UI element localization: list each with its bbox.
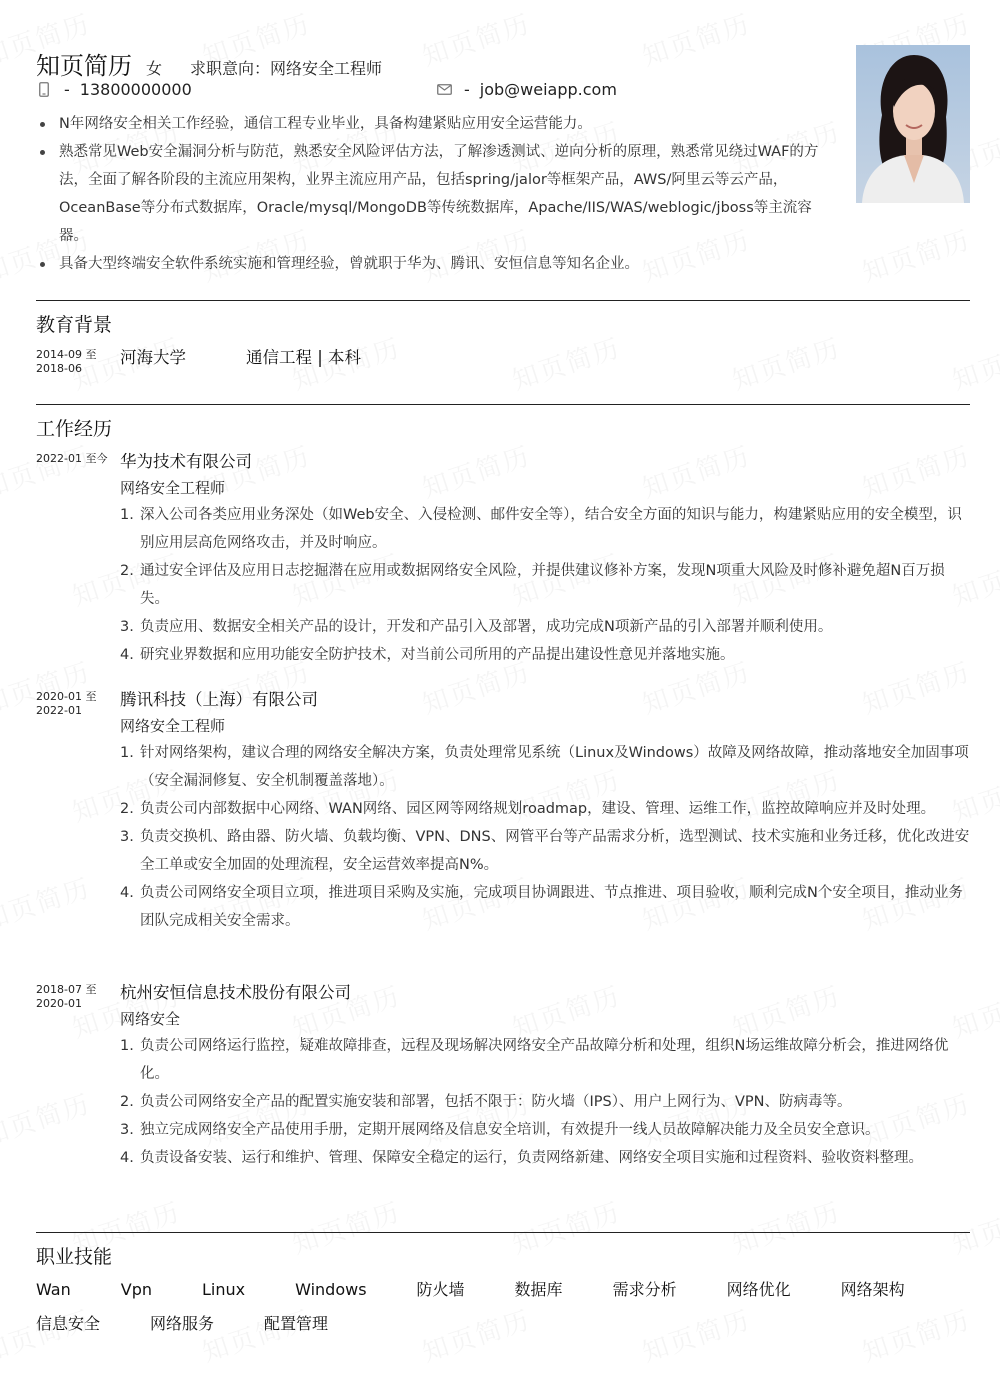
resume-header (36, 0, 970, 300)
mail-icon (436, 82, 452, 98)
work-entry-body (120, 449, 970, 687)
date-end: 2020-01 (36, 997, 82, 1010)
education-section-title: 教育背景 (36, 314, 113, 336)
job-intent: 网络安全工程师 (270, 59, 383, 78)
date-start: 2018-07 至 (36, 983, 97, 996)
education-details (120, 345, 361, 376)
work-entry (36, 449, 970, 687)
job-role: 网络安全工程师 (120, 717, 226, 735)
duty-text: 负责公司网络运行监控，疑难故障排查，远程及现场解决网络安全产品故障分析和处理，组织N场运维故障分析会，推进网络优化。 (140, 1038, 949, 1082)
company-name: 杭州安恒信息技术股份有限公司 (120, 983, 351, 1002)
duty-text: 深入公司各类应用业务深处（如Web安全、入侵检测、邮件安全等），结合安全方面的知识与能力，构建紧贴应用的安全模型，识别应用层高危网络攻击，并及时响应。 (140, 507, 962, 551)
duty-text: 负责应用、数据安全相关产品的设计，开发和产品引入及部署，成功完成N项新产品的引入部署并顺利使用。 (140, 619, 833, 635)
skill-item: 网络架构 (840, 1280, 905, 1299)
date-start: 2022-01 至今 (36, 452, 108, 465)
work-entry-body (120, 687, 970, 980)
skill-item: 网络优化 (726, 1280, 791, 1299)
duty-item: 3. 独立完成网络安全产品使用手册，定期开展网络及信息安全培训，有效提升一线人员故障解决能力及全员安全意识。 (120, 1116, 970, 1144)
work-date (36, 687, 120, 980)
summary-item: 熟悉常见Web安全漏洞分析与防范，熟悉安全风险评估方法，了解渗透测试、逆向分析的原理，熟悉常见绕过WAF的方法，全面了解各阶段的主流应用架构，业界主流应用产品，包括spring/jalor等框架产品，AWS/阿里云等云产品，OceanBase等分布式数据库，Oracle/mysql/MongoDB等传统数据库，Apache/IIS/WAS/weblogic/jboss等主流容器。 (36, 138, 836, 250)
duty-text: 研究业界数据和应用功能安全防护技术，对当前公司所用的产品提出建设性意见并落地实施。 (140, 647, 735, 663)
duty-item: 2. 通过安全评估及应用日志挖掘潜在应用或数据网络安全风险，并提供建议修补方案，发现N项重大风险及时修补避免超N百万损失。 (120, 557, 970, 613)
date-end: 2022-01 (36, 704, 82, 717)
skill-item: 信息安全 (36, 1314, 101, 1333)
phone-contact (36, 80, 436, 99)
duty-list (120, 501, 970, 669)
duty-text: 负责公司内部数据中心网络、WAN网络、园区网等网络规划roadmap，建设、管理、运维工作，监控故障响应并及时处理。 (140, 801, 936, 817)
phone-number: 13800000000 (79, 80, 192, 99)
duty-item: 4. 负责设备安装、运行和维护、管理、保障安全稳定的运行，负责网络新建、网络安全项目实施和过程资料、验收资料整理。 (120, 1144, 970, 1172)
duty-text: 负责公司网络安全项目立项，推进项目采购及实施，完成项目协调跟进、节点推进、项目验收，顺利完成N个安全项目，推动业务团队完成相关安全需求。 (140, 885, 963, 929)
duty-text: 针对网络架构，建议合理的网络安全解决方案，负责处理常见系统（Linux及Windows）故障及网络故障，推动落地安全加固事项（安全漏洞修复、安全机制覆盖落地）。 (140, 745, 969, 789)
company-name: 腾讯科技（上海）有限公司 (120, 690, 318, 709)
duty-item: 1. 负责公司网络运行监控，疑难故障排查，远程及现场解决网络安全产品故障分析和处理，组织N场运维故障分析会，推进网络优化。 (120, 1032, 970, 1088)
phone-icon (36, 82, 52, 98)
duty-item: 3. 负责交换机、路由器、防火墙、负载均衡、VPN、DNS、网管平台等产品需求分析，选型测试、技术实施和业务迁移，优化改进安全工单或安全加固的处理流程，安全运营效率提高N%。 (120, 823, 970, 879)
date-end: 2018-06 (36, 362, 82, 375)
work-entry-body (120, 980, 970, 1172)
company-name: 华为技术有限公司 (120, 452, 252, 471)
education-section (36, 300, 970, 404)
candidate-name: 知页简历 (36, 52, 132, 80)
duty-item: 1. 针对网络架构，建议合理的网络安全解决方案，负责处理常见系统（Linux及Windows）故障及网络故障，推动落地安全加固事项（安全漏洞修复、安全机制覆盖落地）。 (120, 739, 970, 795)
duty-text: 负责公司网络安全产品的配置实施安装和部署，包括不限于：防火墙（IPS）、用户上网行为、VPN、防病毒等。 (140, 1094, 852, 1110)
skills-list (36, 1279, 970, 1334)
work-section (36, 404, 970, 1232)
skills-section (36, 1232, 970, 1334)
summary-item: N年网络安全相关工作经验，通信工程专业毕业，具备构建紧贴应用安全运营能力。 (36, 110, 836, 138)
school-name: 河海大学 (120, 348, 186, 367)
duty-text: 负责交换机、路由器、防火墙、负载均衡、VPN、DNS、网管平台等产品需求分析，选型测试、技术实施和业务迁移，优化改进安全工单或安全加固的处理流程，安全运营效率提高N%。 (140, 829, 970, 873)
email-separator: - (464, 80, 470, 99)
date-start: 2014-09 至 (36, 348, 97, 361)
duty-item: 3. 负责应用、数据安全相关产品的设计，开发和产品引入及部署，成功完成N项新产品的引入部署并顺利使用。 (120, 613, 970, 641)
work-entry (36, 687, 970, 980)
education-date (36, 345, 120, 376)
job-role: 网络安全工程师 (120, 479, 226, 497)
education-entry (36, 345, 970, 376)
skill-item: 数据库 (514, 1280, 563, 1299)
skill-item: Windows (295, 1280, 367, 1299)
skill-item: Vpn (120, 1280, 152, 1299)
work-date (36, 980, 120, 1172)
email-address: job@weiapp.com (479, 80, 617, 99)
date-start: 2020-01 至 (36, 690, 97, 703)
duty-text: 独立完成网络安全产品使用手册，定期开展网络及信息安全培训，有效提升一线人员故障解决能力及全员安全意识。 (140, 1122, 880, 1138)
name-row (36, 46, 382, 81)
duty-item: 1. 深入公司各类应用业务深处（如Web安全、入侵检测、邮件安全等），结合安全方面的知识与能力，构建紧贴应用的安全模型，识别应用层高危网络攻击，并及时响应。 (120, 501, 970, 557)
duty-text: 通过安全评估及应用日志挖掘潜在应用或数据网络安全风险，并提供建议修补方案，发现N项重大风险及时修补避免超N百万损失。 (140, 563, 945, 607)
job-intent-label: 求职意向： (190, 59, 271, 78)
duty-item: 4. 研究业界数据和应用功能安全防护技术，对当前公司所用的产品提出建设性意见并落地实施。 (120, 641, 970, 669)
work-entry (36, 980, 970, 1172)
summary-list (36, 110, 836, 278)
contact-row (36, 80, 617, 99)
duty-item: 2. 负责公司网络安全产品的配置实施安装和部署，包括不限于：防火墙（IPS）、用户上网行为、VPN、防病毒等。 (120, 1088, 970, 1116)
job-role: 网络安全 (120, 1010, 181, 1028)
work-date (36, 449, 120, 687)
summary-item: 具备大型终端安全软件系统实施和管理经验，曾就职于华为、腾讯、安恒信息等知名企业。 (36, 250, 836, 278)
skill-item: 网络服务 (150, 1314, 215, 1333)
email-contact (436, 80, 617, 99)
skill-item: Wan (36, 1280, 71, 1299)
duty-list (120, 739, 970, 935)
skill-item: Linux (202, 1280, 246, 1299)
candidate-gender: 女 (146, 59, 163, 78)
phone-separator: - (64, 80, 70, 99)
profile-photo (856, 45, 970, 203)
work-section-title: 工作经历 (36, 418, 113, 440)
skill-item: 防火墙 (416, 1280, 465, 1299)
duty-item: 4. 负责公司网络安全项目立项，推进项目采购及实施，完成项目协调跟进、节点推进、项目验收，顺利完成N个安全项目，推动业务团队完成相关安全需求。 (120, 879, 970, 935)
duty-item: 2. 负责公司内部数据中心网络、WAN网络、园区网等网络规划roadmap，建设、管理、运维工作，监控故障响应并及时处理。 (120, 795, 970, 823)
skill-item: 配置管理 (264, 1314, 329, 1333)
skill-item: 需求分析 (612, 1280, 677, 1299)
duty-list (120, 1032, 970, 1172)
duty-text: 负责设备安装、运行和维护、管理、保障安全稳定的运行，负责网络新建、网络安全项目实施和过程资料、验收资料整理。 (140, 1150, 923, 1166)
major-degree: 通信工程 | 本科 (246, 348, 362, 367)
skills-section-title: 职业技能 (36, 1246, 113, 1268)
